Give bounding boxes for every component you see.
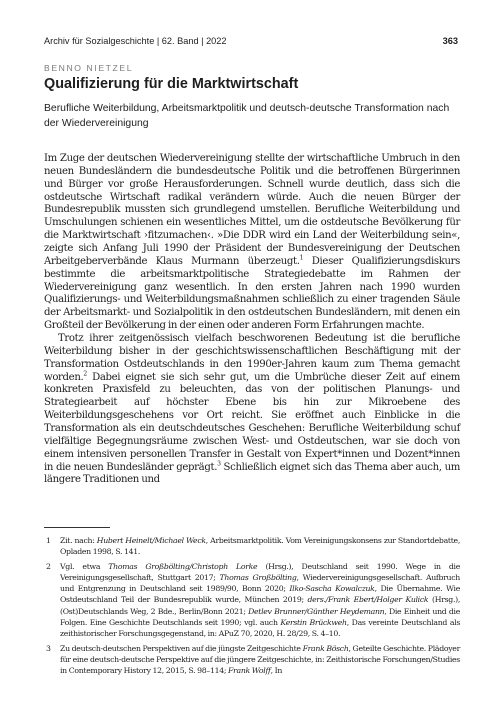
footnote-separator — [44, 527, 110, 528]
footnote-number: 3 — [46, 643, 51, 653]
footnote-3: 3 Zu deutsch-deutschen Perspektiven auf die jüngste Zeitgeschichte Frank Bösch, Geteilte Geschichte. Plädoyer für eine deutsch-deutsche Perspektive auf die jüngere Zeitgeschichte, in: Zeithistorische Forschungen/Studies in Contemporary History 12, 2015, S. 98–114; Frank Wolff, In — [46, 643, 460, 676]
article-title: Qualifizierung für die Marktwirtschaft — [44, 76, 299, 92]
paragraph-1: Im Zuge der deutschen Wiedervereinigung stellte der wirtschaftliche Umbruch in den neuen Bundesländern die bundesdeutsche Politik und die betroffenen Bürgerinnen und Bürger vor große Herausforderungen. Schnell wurde deutlich, dass sich die ostdeutsche Wirtschaft radikal verändern würde. Auch die neuen Bürger der Bundesrepublik mussten sich grundlegend umstellen. Berufliche Weiterbildung und Umschulungen schienen ein wesentliches Mittel, um die ostdeutsche Bevölkerung für die Marktwirtschaft ›fitzumachen‹. »Die DDR wird ein Land der Weiterbildung sein«, zeigte sich Anfang Juli 1990 der Präsident der Bundesvereinigung der Deutschen Arbeitgeberverbände Klaus Murmann überzeugt.$^1$ Dieser Qualifizierungsdiskurs bestimmte die arbeitsmarktpolitische Strategiedebatte im Rahmen der Wiedervereinigung ganz wesentlich. In den ersten Jahren nach 1990 wurden Qualifizierungs- und Weiterbildungsmaßnahmen schließlich zu einer tragenden Säule der Arbeitsmarkt- und Sozialpolitik in den ostdeutschen Bundesländern, mit denen ein Großteil der Bevölkerung in der einen oder anderen Form Erfahrungen machte. — [44, 153, 460, 332]
footnote-ref-2[interactable]: 2 — [83, 370, 87, 378]
footnote-ref-1[interactable]: 1 — [299, 254, 304, 262]
footnote-2: 2 Vgl. etwa Thomas Großbölting/Christoph Lorke (Hrsg.), Deutschland seit 1990. Wege in die Vereinigungsgesellschaft, Stuttgart 2017; Thomas Großbölting, Wiedervereinigungsgesellschaft. Aufbruch und Entgrenzung in Deutschland seit 1989/90, Bonn 2020; Ilko-Sascha Kowalczuk, Die Übernahme. Wie Ostdeutschland Teil der Bundesrepublik wurde, München 2019; ders./Frank Ebert/Holger Kulick (Hrsg.), (Ost)Deutschlands Weg, 2 Bde., Berlin/Bonn 2021; Detlev Brunner/Günther Heydemann, Die Einheit und die Folgen. Eine Geschichte Deutschlands seit 1990; vgl. auch Kerstin Brückweh, Das vereinte Deutschland als zeithistorischer Forschungsgegenstand, in: APuZ 70, 2020, H. 28/29, S. 4–10. — [46, 562, 461, 638]
article-author: BENNO NIETZEL — [44, 63, 134, 73]
paragraph-2: Trotz ihrer zeitgenössisch vielfach beschworenen Bedeutung ist die berufliche Weiterbildung bisher in der geschichtswissenschaftlichen Beschäftigung mit der Transformation Ostdeutschlands in den 1990er-Jahren kaum zum Thema gemacht worden.$^2$ Dabei eignet sie sich sehr gut, um die Umbrüche dieser Zeit auf einem konkreten Praxisfeld zu beleuchten, das von der politischen Planungs- und Strategiearbeit auf höchster Ebene bis hin zur Mikroebene des Weiterbildungsgeschehens vor Ort reicht. Sie eröffnet auch Einblicke in die Transformation als ein deutschdeutsches Geschehen: Berufliche Weiterbildung schuf vielfältige Begegnungsräume zwischen West- und Ostdeutschen, war sie doch von einem intensiven personellen Transfer in Gestalt von Expert*innen und Dozent*innen in die neuen Bundesländer geprägt.$^3$ Schließlich eignet sich das Thema aber auch, um längere Traditionen und — [44, 333, 460, 486]
journal-title: Archiv für Sozialgeschichte | 62. Band | 2022 — [44, 36, 227, 46]
page-number: 363 — [442, 36, 458, 46]
running-header — [44, 36, 458, 50]
footnote-1: 1 Zit. nach: Hubert Heinelt/Michael Weck, Arbeitsmarktpolitik. Vom Vereinigungskonsens zur Standortdebatte, Opladen 1998, S. 141. — [46, 536, 460, 557]
footnotes — [44, 535, 460, 680]
footnote-ref-3[interactable]: 3 — [217, 460, 221, 468]
body-text — [44, 153, 460, 487]
article-subtitle: Berufliche Weiterbildung, Arbeitsmarktpolitik und deutsch-deutsche Transformation nach der Wiedervereinigung — [44, 103, 450, 129]
footnote-number: 2 — [46, 562, 51, 572]
footnote-number: 1 — [46, 536, 51, 545]
